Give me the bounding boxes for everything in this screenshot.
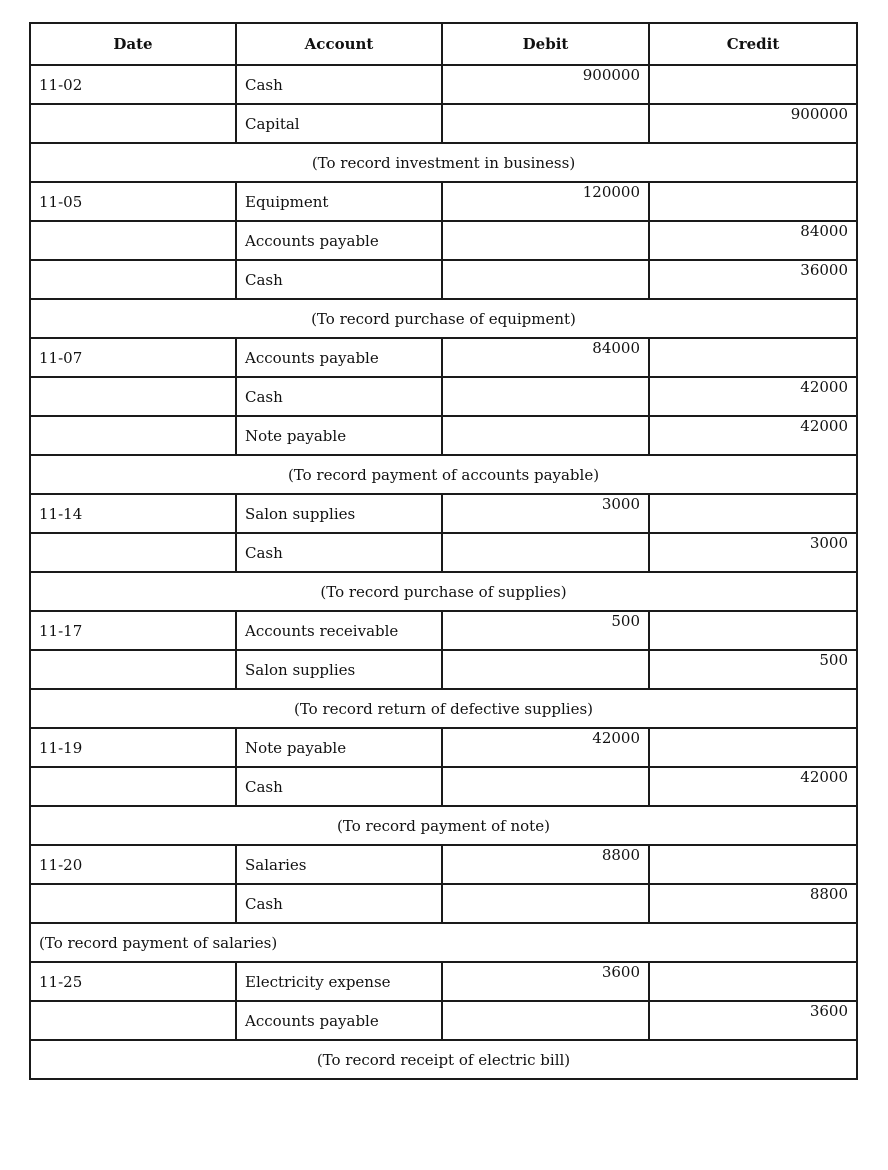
entry-credit-cell [649,182,857,221]
entry-account-cell: Cash [236,884,442,923]
entry-credit-cell: 3600 [649,1001,857,1040]
entry-debit-cell [442,104,649,143]
entry-account-cell: Accounts payable [236,338,442,377]
entry-credit-cell [649,962,857,1001]
entry-debit-cell [442,884,649,923]
entry-line-row [30,221,857,260]
entry-credit-cell: 36000 [649,260,857,299]
entry-line-row [30,767,857,806]
entry-date-cell: 11-14 [30,494,236,533]
entry-account-cell: Cash [236,533,442,572]
entry-account-cell: Cash [236,65,442,104]
narration-row [30,143,857,182]
entry-credit-cell [649,494,857,533]
narration-row [30,689,857,728]
entry-date-cell: 11-17 [30,611,236,650]
entry-debit-cell [442,377,649,416]
entry-account-cell: Salaries [236,845,442,884]
narration-row [30,1040,857,1079]
entry-debit-cell: 8800 [442,845,649,884]
narration-row [30,299,857,338]
entry-credit-cell: 3000 [649,533,857,572]
entry-credit-cell [649,65,857,104]
entry-credit-cell: 900000 [649,104,857,143]
entry-account-cell: Cash [236,260,442,299]
entry-date-cell [30,416,236,455]
entry-date-cell: 11-19 [30,728,236,767]
entry-account-cell: Equipment [236,182,442,221]
entry-line-row [30,533,857,572]
entry-credit-cell: 42000 [649,767,857,806]
entry-date-cell [30,1001,236,1040]
entry-credit-cell: 42000 [649,377,857,416]
entry-date-cell [30,104,236,143]
entry-line-row [30,377,857,416]
header-row [30,23,857,65]
entry-date-cell: 11-02 [30,65,236,104]
entry-line-row [30,104,857,143]
entry-account-cell: Capital [236,104,442,143]
entry-date-cell [30,533,236,572]
entry-line-row [30,1001,857,1040]
entry-debit-cell [442,533,649,572]
entry-line-row [30,338,857,377]
journal-entry-table [29,22,858,1080]
narration-row [30,455,857,494]
entry-account-cell: Cash [236,767,442,806]
narration-cell: (To record investment in business) [30,143,857,182]
narration-cell: (To record purchase of equipment) [30,299,857,338]
header-credit: Credit [649,23,857,65]
entry-line-row [30,728,857,767]
entry-account-cell: Accounts receivable [236,611,442,650]
entry-debit-cell [442,221,649,260]
entry-line-row [30,962,857,1001]
narration-row [30,806,857,845]
entry-account-cell: Note payable [236,416,442,455]
entry-debit-cell: 42000 [442,728,649,767]
journal-body [30,65,857,1079]
entry-credit-cell: 8800 [649,884,857,923]
entry-line-row [30,65,857,104]
narration-cell: (To record return of defective supplies) [30,689,857,728]
entry-line-row [30,845,857,884]
entry-account-cell: Accounts payable [236,221,442,260]
entry-line-row [30,260,857,299]
entry-date-cell [30,377,236,416]
entry-date-cell: 11-07 [30,338,236,377]
header-account: Account [236,23,442,65]
entry-line-row [30,182,857,221]
entry-account-cell: Note payable [236,728,442,767]
entry-debit-cell [442,416,649,455]
entry-debit-cell: 84000 [442,338,649,377]
entry-credit-cell: 84000 [649,221,857,260]
entry-date-cell: 11-05 [30,182,236,221]
entry-line-row [30,884,857,923]
entry-credit-cell [649,845,857,884]
entry-account-cell: Cash [236,377,442,416]
entry-account-cell: Accounts payable [236,1001,442,1040]
narration-cell: (To record payment of note) [30,806,857,845]
entry-credit-cell [649,728,857,767]
entry-line-row [30,416,857,455]
entry-debit-cell [442,1001,649,1040]
narration-cell: (To record purchase of supplies) [30,572,857,611]
entry-debit-cell: 120000 [442,182,649,221]
entry-debit-cell: 3000 [442,494,649,533]
entry-account-cell: Salon supplies [236,650,442,689]
entry-account-cell: Electricity expense [236,962,442,1001]
header-debit: Debit [442,23,649,65]
entry-debit-cell: 3600 [442,962,649,1001]
entry-debit-cell [442,260,649,299]
entry-date-cell [30,650,236,689]
entry-debit-cell: 900000 [442,65,649,104]
header-date: Date [30,23,236,65]
entry-account-cell: Salon supplies [236,494,442,533]
entry-date-cell [30,767,236,806]
entry-debit-cell: 500 [442,611,649,650]
entry-line-row [30,650,857,689]
entry-credit-cell: 42000 [649,416,857,455]
entry-debit-cell [442,767,649,806]
entry-date-cell: 11-25 [30,962,236,1001]
entry-credit-cell [649,611,857,650]
entry-date-cell [30,221,236,260]
entry-date-cell [30,884,236,923]
entry-line-row [30,611,857,650]
entry-debit-cell [442,650,649,689]
entry-date-cell: 11-20 [30,845,236,884]
narration-cell: (To record payment of salaries) [30,923,857,962]
entry-date-cell [30,260,236,299]
entry-credit-cell: 500 [649,650,857,689]
narration-cell: (To record receipt of electric bill) [30,1040,857,1079]
entry-line-row [30,494,857,533]
narration-row [30,923,857,962]
entry-credit-cell [649,338,857,377]
narration-cell: (To record payment of accounts payable) [30,455,857,494]
narration-row [30,572,857,611]
